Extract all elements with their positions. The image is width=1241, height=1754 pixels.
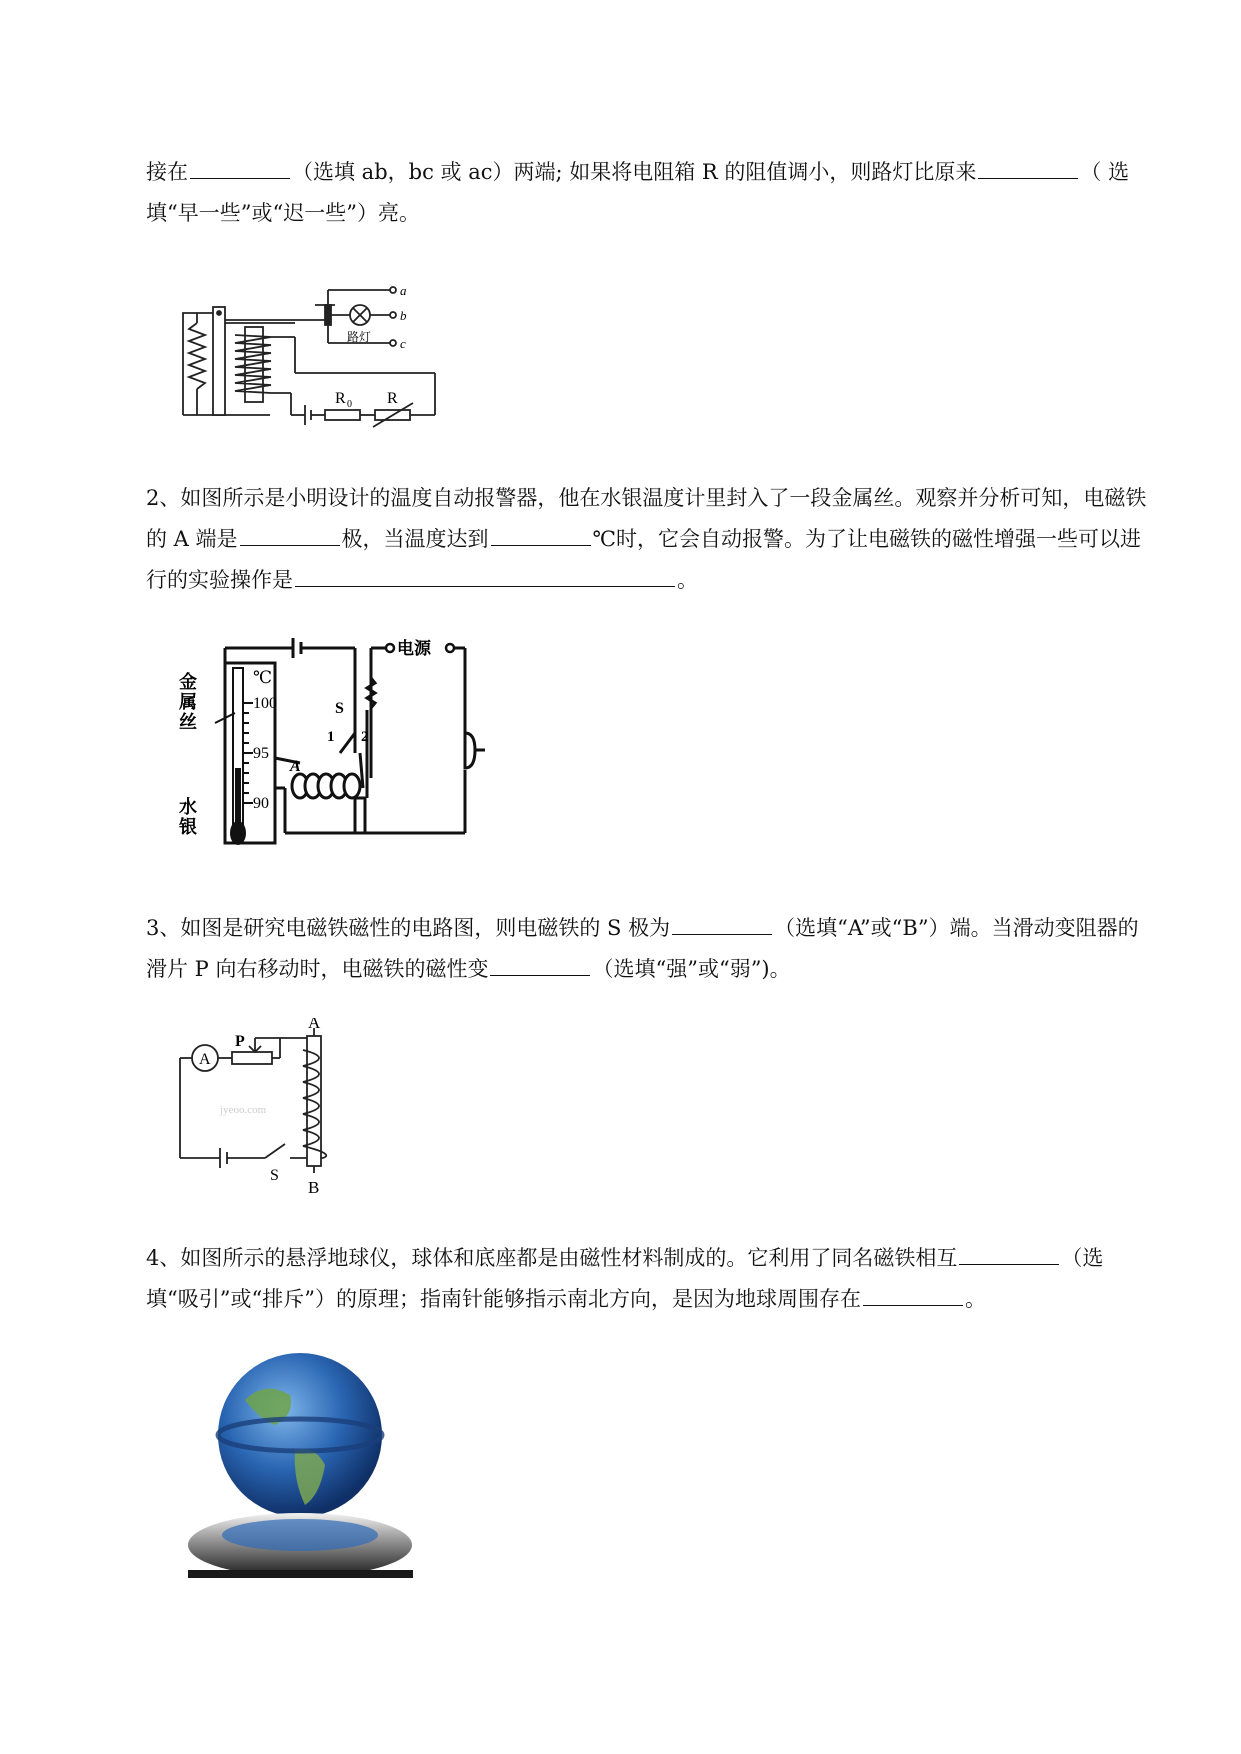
mercury-char-2: 银 xyxy=(179,817,197,837)
q4-text-1: 4、如图所示的悬浮地球仪，球体和底座都是由磁性材料制成的。它利用了同名磁铁相互 xyxy=(146,1246,958,1270)
electromagnet-circuit-diagram xyxy=(175,1018,375,1198)
tick-95-label: 95 xyxy=(253,745,269,762)
answer-blank-8[interactable] xyxy=(959,1240,1059,1265)
r-label: R xyxy=(387,390,398,407)
terminal-c-label: c xyxy=(400,336,406,351)
metal-wire-char-3: 丝 xyxy=(179,712,197,732)
q1-text-1: 接在 xyxy=(146,160,188,184)
q1-text-2: （选填 ab，bc 或 ac）两端; 如果将电阻箱 R 的阻值调小，则路灯比原来 xyxy=(292,160,977,184)
question-3-text xyxy=(146,908,1156,990)
terminal-b-label: b xyxy=(400,308,407,323)
answer-blank-5[interactable] xyxy=(295,562,675,587)
q2-text-2: 极，当温度达到 xyxy=(341,527,489,551)
end-a-label: A xyxy=(290,758,301,775)
q4-text-2: （选填“吸引”或“排斥”）的原理；指南针能够指示南北方向，是因为地球周围存在 xyxy=(146,1246,1104,1311)
q3-text-1: 3、如图是研究电磁铁磁性的电路图，则电磁铁的 S 极为 xyxy=(146,916,671,940)
globe-reflection xyxy=(222,1519,378,1551)
question-2-text xyxy=(146,478,1156,601)
levitating-globe-image xyxy=(175,1340,430,1600)
end-a-label: A xyxy=(308,1018,321,1032)
q2-text-1: 2、如图所示是小明设计的温度自动报警器，他在水银温度计里封入了一段金属丝。观察并分析可知，电磁铁的 A 端是 xyxy=(146,486,1147,551)
end-b-label: B xyxy=(308,1178,320,1197)
relay-circuit-diagram xyxy=(175,265,455,435)
switch-s-label: S xyxy=(335,700,344,717)
question-4-text xyxy=(146,1238,1156,1320)
power-label: 电源 xyxy=(397,639,431,658)
answer-blank-4[interactable] xyxy=(491,521,591,546)
tick-90-label: 90 xyxy=(253,795,269,812)
answer-blank-1[interactable] xyxy=(190,154,290,179)
ammeter-label: A xyxy=(199,1051,211,1068)
r0-subscript: 0 xyxy=(347,399,352,410)
celsius-unit-label: ℃ xyxy=(253,668,273,687)
mercury-char-1: 水 xyxy=(179,797,197,817)
q4-text-3: 。 xyxy=(964,1287,986,1311)
q1-text-3: （ 选填“早一些”或“迟一些”）亮。 xyxy=(146,160,1130,225)
metal-wire-char-2: 属 xyxy=(179,692,197,712)
switch-s-label: S xyxy=(270,1167,279,1184)
tick-100-label: 100 xyxy=(253,695,277,712)
mercury-label xyxy=(179,796,202,837)
terminal-a-label: a xyxy=(400,283,407,298)
metal-wire-char-1: 金 xyxy=(179,672,197,692)
answer-blank-9[interactable] xyxy=(863,1281,963,1306)
q2-text-4: 。 xyxy=(677,568,698,592)
q2-text-3: ℃时，它会自动报警。为了让电磁铁的磁性增强一些可以进行的实验操作是 xyxy=(146,527,1142,592)
r0-label: R xyxy=(335,390,346,407)
watermark: jyeoo.com xyxy=(220,1104,267,1116)
answer-blank-7[interactable] xyxy=(490,951,590,976)
answer-blank-3[interactable] xyxy=(240,521,340,546)
contact-2-label: 2 xyxy=(361,729,369,745)
temperature-alarm-diagram xyxy=(175,628,505,858)
slider-p-label: P xyxy=(235,1033,245,1050)
answer-blank-2[interactable] xyxy=(978,154,1078,179)
metal-wire-label xyxy=(178,671,202,732)
q3-text-2: （选填“A”或“B”）端。当滑动变阻器的滑片 P 向右移动时，电磁铁的磁性变 xyxy=(146,916,1139,981)
street-lamp-label: 路灯 xyxy=(347,330,372,344)
answer-blank-6[interactable] xyxy=(672,910,772,935)
contact-1-label: 1 xyxy=(327,729,335,745)
question-1-text xyxy=(146,152,1156,234)
base-bottom-edge xyxy=(188,1570,413,1578)
q3-text-3: （选填“强”或“弱”)。 xyxy=(592,957,791,981)
